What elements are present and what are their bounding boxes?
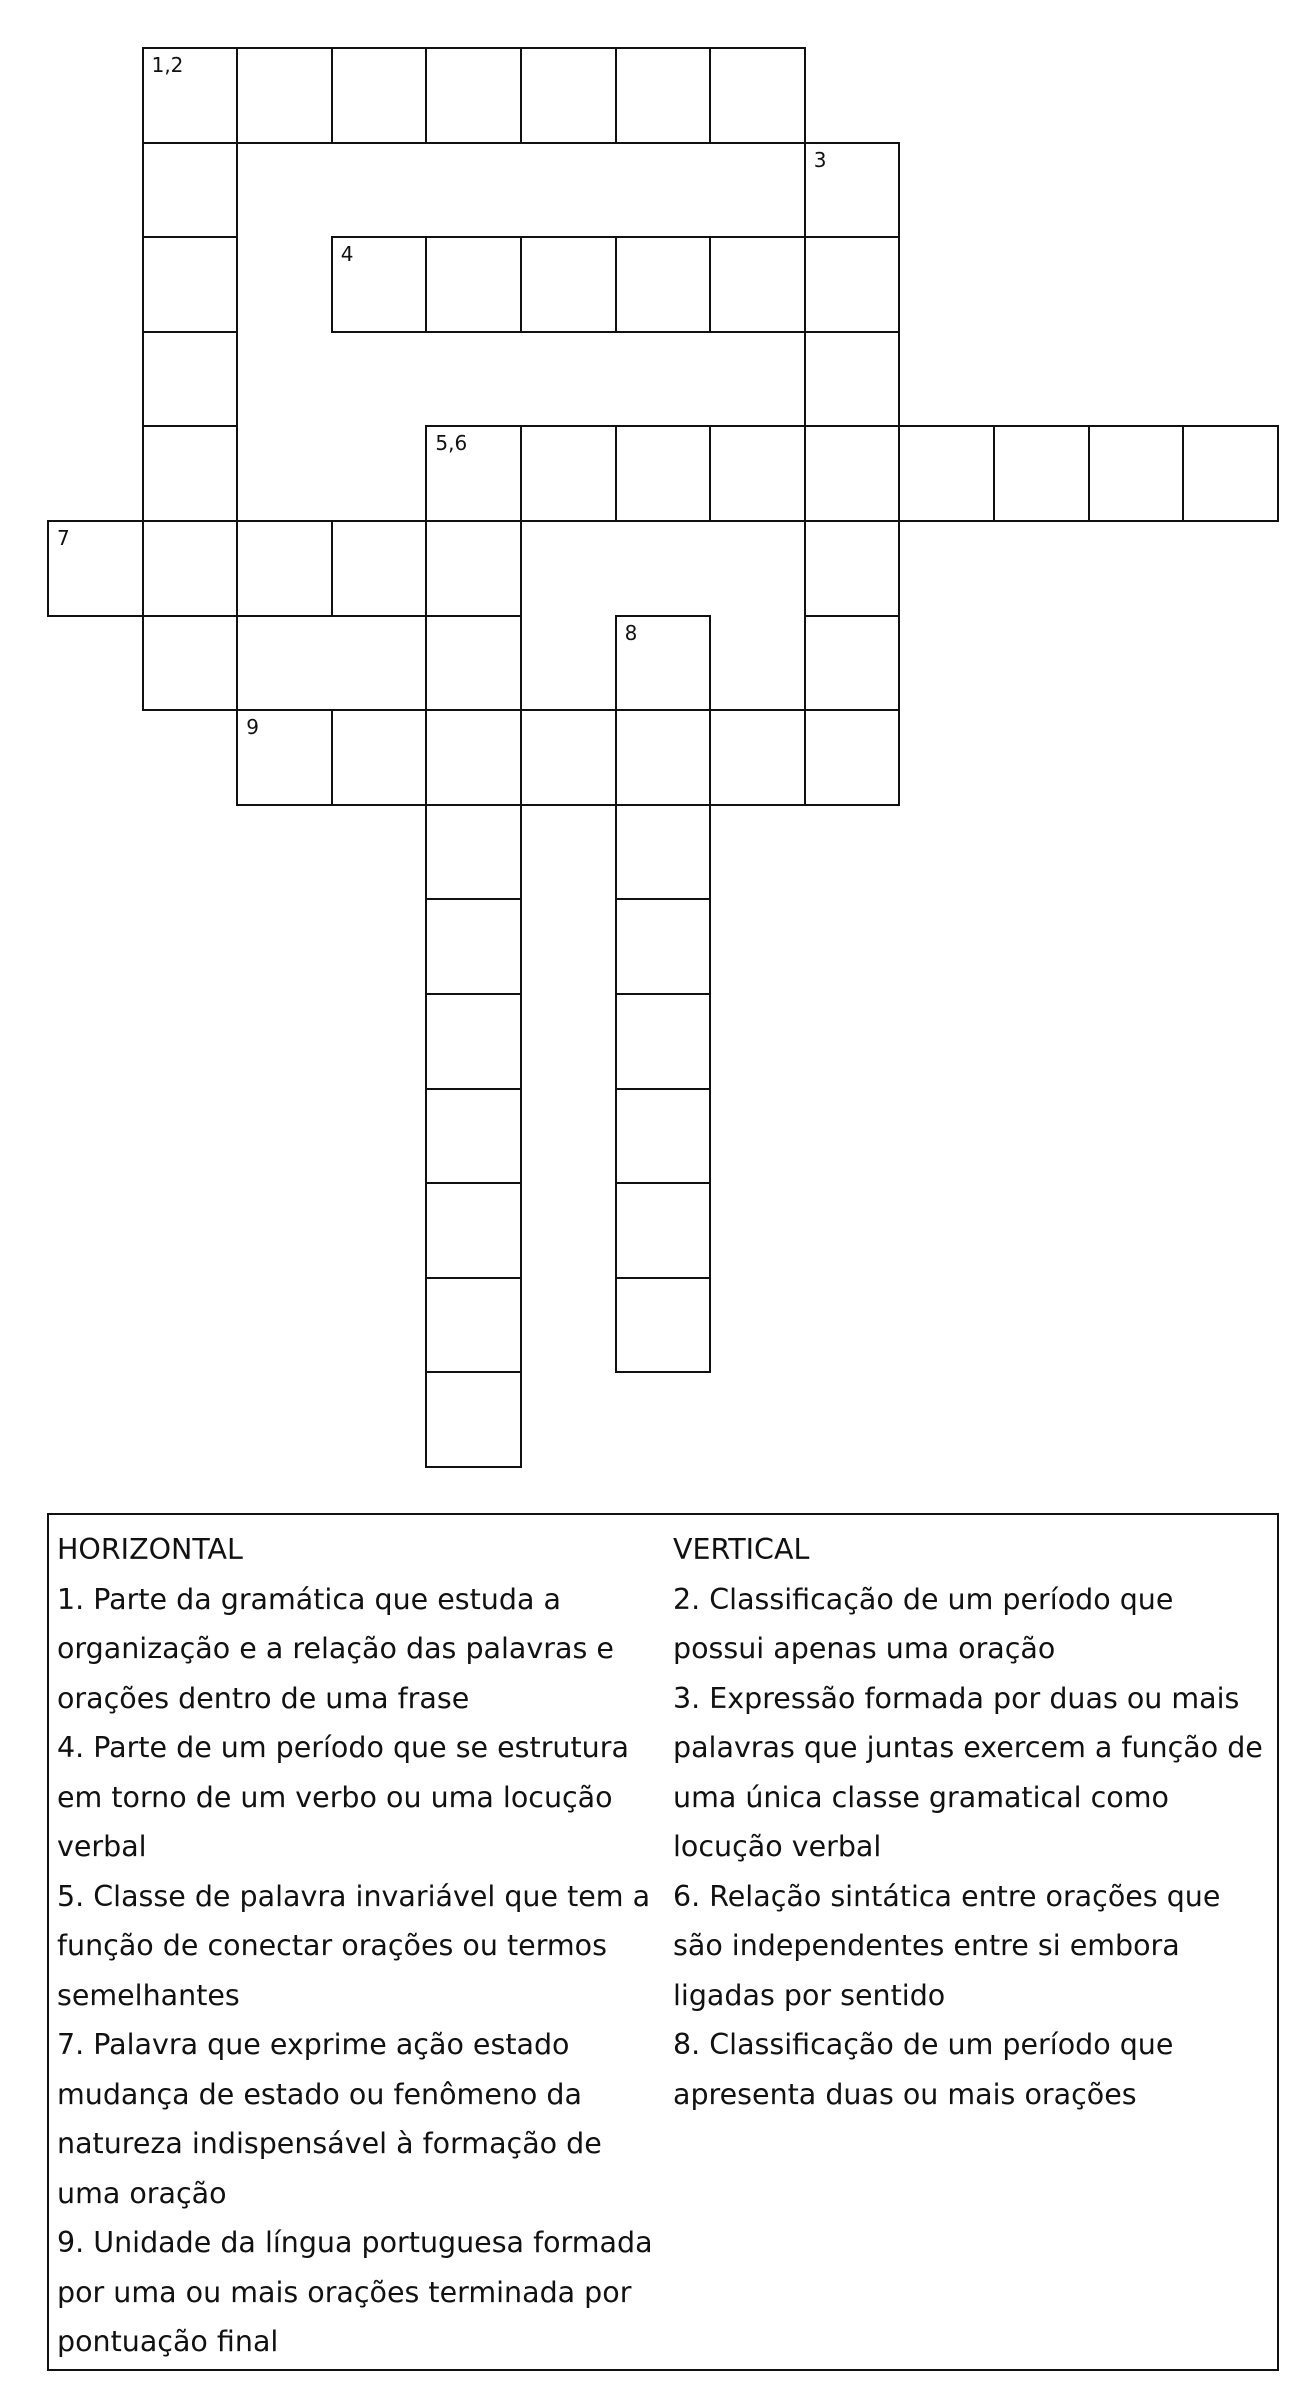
grid-cell[interactable]	[236, 520, 333, 617]
grid-cell[interactable]	[709, 425, 806, 522]
clue-horizontal-5: 5. Classe de palavra invariável que tem a função de conectar orações ou termos semelhantes	[57, 1879, 651, 2012]
vertical-heading: VERTICAL	[673, 1533, 810, 1566]
grid-cell[interactable]	[236, 47, 333, 144]
grid-cell[interactable]	[804, 615, 901, 712]
grid-cell[interactable]	[331, 709, 428, 806]
grid-cell[interactable]	[520, 425, 617, 522]
grid-cell[interactable]	[520, 47, 617, 144]
grid-cell[interactable]	[425, 1088, 522, 1185]
grid-cell[interactable]	[425, 236, 522, 333]
grid-cell[interactable]	[425, 1277, 522, 1374]
grid-cell[interactable]	[804, 709, 901, 806]
vertical-clues	[673, 1525, 1273, 2119]
clue-horizontal-1: 1. Parte da gramática que estuda a organização e a relação das palavras e orações dentro de uma frase	[57, 1582, 614, 1715]
grid-cell[interactable]	[615, 993, 712, 1090]
grid-cell[interactable]	[615, 425, 712, 522]
grid-cell[interactable]	[615, 1088, 712, 1185]
grid-cell[interactable]	[425, 993, 522, 1090]
grid-cell[interactable]	[804, 236, 901, 333]
grid-cell[interactable]	[425, 615, 522, 712]
clue-vertical-6: 6. Relação sintática entre orações que são independentes entre si embora ligadas por sentido	[673, 1879, 1221, 2012]
grid-cell[interactable]	[142, 520, 239, 617]
grid-cell[interactable]	[804, 520, 901, 617]
clue-vertical-8: 8. Classificação de um período que apresenta duas ou mais orações	[673, 2028, 1174, 2111]
grid-cell[interactable]	[898, 425, 995, 522]
grid-cell[interactable]	[1088, 425, 1185, 522]
clue-horizontal-7: 7. Palavra que exprime ação estado mudança de estado ou fenômeno da natureza indispensável à formação de uma oração	[57, 2028, 602, 2210]
grid-cell[interactable]	[709, 709, 806, 806]
grid-cell[interactable]	[425, 709, 522, 806]
grid-cell[interactable]	[615, 1182, 712, 1279]
grid-cell[interactable]	[331, 236, 428, 333]
grid-cell[interactable]	[425, 804, 522, 901]
clue-number: 9	[246, 715, 259, 740]
grid-cell[interactable]	[993, 425, 1090, 522]
grid-cell[interactable]	[142, 615, 239, 712]
clue-number: 3	[813, 147, 827, 172]
grid-cell[interactable]	[236, 709, 333, 806]
grid-cell[interactable]	[331, 47, 428, 144]
grid-cell[interactable]	[425, 1182, 522, 1279]
grid-cell[interactable]	[47, 520, 144, 617]
grid-cell[interactable]	[142, 47, 239, 144]
grid-cell[interactable]	[142, 142, 239, 239]
grid-cell[interactable]	[804, 331, 901, 428]
grid-cell[interactable]	[425, 898, 522, 995]
grid-cell[interactable]	[615, 615, 712, 712]
grid-cell[interactable]	[425, 520, 522, 617]
clue-vertical-2: 2. Classificação de um período que possui apenas uma oração	[673, 1582, 1174, 1665]
grid-cell[interactable]	[615, 47, 712, 144]
clue-number: 1,2	[151, 53, 184, 77]
grid-cell[interactable]	[615, 709, 712, 806]
clue-number: 8	[624, 620, 638, 645]
clues-box	[47, 1513, 1279, 2371]
grid-cell[interactable]	[615, 236, 712, 333]
grid-cell[interactable]	[804, 142, 901, 239]
clue-number: 5,6	[435, 431, 468, 456]
clue-vertical-3: 3. Expressão formada por duas ou mais palavras que juntas exercem a função de uma única classe gramatical como locução verbal	[673, 1681, 1263, 1863]
grid-cell[interactable]	[142, 236, 239, 333]
clue-number: 4	[340, 242, 354, 267]
grid-cell[interactable]	[804, 425, 901, 522]
grid-cell[interactable]	[615, 804, 712, 901]
grid-cell[interactable]	[142, 425, 239, 522]
clue-number: 7	[57, 526, 70, 550]
grid-cell[interactable]	[520, 236, 617, 333]
grid-cell[interactable]	[709, 236, 806, 333]
grid-cell[interactable]	[425, 1371, 522, 1468]
grid-cell[interactable]	[331, 520, 428, 617]
grid-cell[interactable]	[425, 47, 522, 144]
grid-cell[interactable]	[520, 709, 617, 806]
horizontal-heading: HORIZONTAL	[57, 1533, 243, 1566]
grid-cell[interactable]	[615, 1277, 712, 1374]
clue-horizontal-9: 9. Unidade da língua portuguesa formada por uma ou mais orações terminada por pontuação final	[57, 2226, 653, 2358]
grid-cell[interactable]	[1182, 425, 1279, 522]
grid-cell[interactable]	[615, 898, 712, 995]
grid-cell[interactable]	[425, 425, 522, 522]
clue-horizontal-4: 4. Parte de um período que se estrutura em torno de um verbo ou uma locução verbal	[57, 1731, 629, 1863]
grid-cell[interactable]	[142, 331, 239, 428]
horizontal-clues	[57, 1525, 657, 2367]
grid-cell[interactable]	[709, 47, 806, 144]
